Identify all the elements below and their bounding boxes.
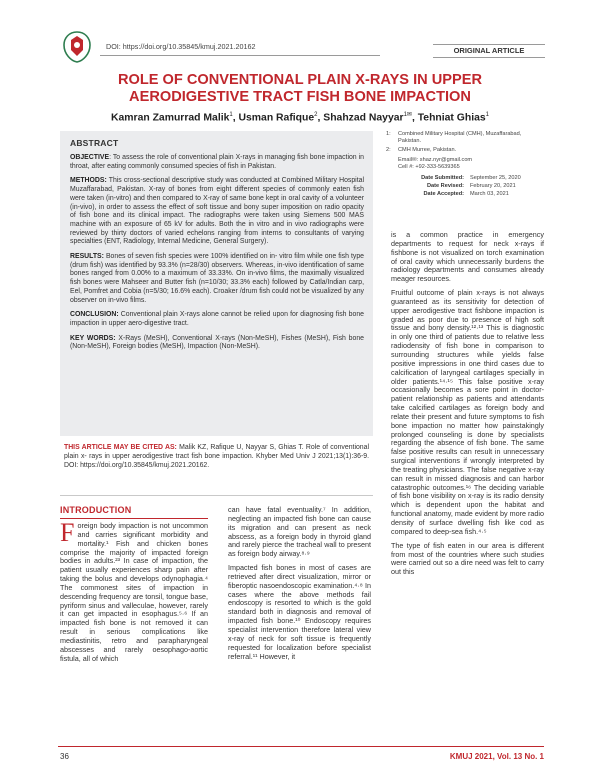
corresponding-email[interactable]: Email✉: shaz.nyr@gmail.com [398, 156, 473, 163]
author-name: Usman Rafique [238, 112, 315, 124]
keywords-text: X-Rays (MeSH), Conventional X-rays (Non-MeSH), Fishes (MeSH), Fish bone (Non-MeSH), Foreign bodies (MeSH), Impaction (Non-MeSH). [70, 334, 364, 351]
author-affiliation-mark: 1 [229, 112, 233, 118]
methods-text: This cross-sectional descriptive study was conducted at Combined Military Hospital Muzaffarabad, Pakistan. X-ray of bones from eight different species of commonly eaten fish were taken (in-vitro) and then compared to X-ray of same bone kept in oral cavity of a volunteer (in-vivo), in order to assess the effect of soft tissue and bony super imposition on radio opacity of fish bone and its clinical impact. The radiographs were taken using Siemens 500 MAS machine with an exposure of 65 kV for adults. Both the in vitro and in vivo radiographs were reviewed by thirty doctors of varied echelons ranging from interns to consultants of varying specialties (ENT, Radiology, Internal Medicine, General Surgery). [70, 177, 364, 246]
abstract-keywords [70, 335, 364, 352]
abstract-methods [70, 177, 364, 247]
footer-divider [58, 746, 544, 747]
affiliation-text: Combined Military Hospital (CMH), Muzaffarabad, Pakistan. [398, 131, 522, 145]
affiliation-number: 1: [386, 131, 391, 137]
body-column-1 [60, 518, 208, 669]
introduction-divider [60, 518, 208, 519]
author-name: Kamran Zamurrad Malik [111, 112, 230, 124]
date-label: Date Submitted: [421, 175, 464, 182]
article-title [60, 72, 540, 105]
affiliations-panel [386, 131, 544, 198]
corresponding-cell: Cell #: +92-333-5639365 [398, 163, 460, 170]
keywords-label: KEY WORDS: [70, 334, 116, 342]
introduction-heading: INTRODUCTION [60, 505, 132, 515]
author-affiliation-mark: 1✉ [403, 112, 412, 118]
author-name: Tehniat Ghias [417, 112, 486, 124]
header-divider [100, 55, 380, 56]
date-value: February 20, 2021 [470, 183, 516, 190]
date-label: Date Revised: [427, 183, 464, 190]
date-row [386, 190, 544, 198]
abstract-box [60, 131, 373, 436]
conclusion-label: CONCLUSION: [70, 311, 119, 319]
date-row [386, 182, 544, 190]
body-paragraph [60, 518, 208, 664]
date-value: September 25, 2020 [470, 175, 521, 182]
paragraph-text: oreign body impaction is not uncommon and carries significant morbidity and mortality.¹ Fish and chicken bones comprise the majority of impacted foreign bodies in adults.²³ In case of impaction, the patient usually experiences sharp pain after taking the bolus and develops odynophagia.⁴ The commonest sites of impaction in descending frequency are tonsil, tongue base, pyriform sinus and valleculae, however, rarely it can get impacted in esophagus.⁵·⁶ If an impacted fish bone is not removed it can result in serious complications like mediastinitis, retro and parapharyngeal abscesses and rarely oesophago-aortic fistula, all of which [60, 521, 208, 663]
body-paragraph: The type of fish eaten in our area is different from most of the countries where such studies were carried out so a dire need was felt to carry out this [391, 540, 544, 577]
title-line-1: ROLE OF CONVENTIONAL PLAIN X-RAYS IN UPPER [117, 72, 483, 88]
affiliation-number: 2: [386, 147, 391, 154]
affiliation-text: CMH Murree, Pakistan. [398, 147, 457, 154]
body-paragraph: is a common practice in emergency departments to request for neck x-rays if fishbone is not visualized on torch examination of oral cavity which unnecessarily burdens the radiology departments and consumes already meager resources. [391, 230, 544, 284]
citation-divider [60, 495, 373, 496]
title-line-2: AERODIGESTIVE TRACT FISH BONE IMPACTION [129, 88, 471, 105]
journal-logo-icon [62, 30, 92, 64]
article-type-label: ORIGINAL ARTICLE [433, 44, 545, 58]
date-label: Date Accepted: [423, 191, 464, 198]
citation-text: Malik KZ, Rafique U, Nayyar S, Ghias T. Role of conventional plain x- rays in upper aerodigestive tract fish bone impaction. Khyber Med Univ J 2021;13(1):36-9. DOI: https://doi.org/10.35845/kmuj.2021.20162. [64, 444, 369, 469]
citation-label: THIS ARTICLE MAY BE CITED AS: [64, 444, 177, 451]
body-paragraph: Impacted fish bones in most of cases are retrieved after direct visualization, mirror or fiberoptic nasoendoscopic examination.⁴·⁸ In cases where the above methods fail endoscopy is resorted to which is the gold standard both in diagnosis and removal of impacted fish bone.¹⁰ Endoscopy requires specialist intervention therefore lateral view x-ray of neck for soft tissue is frequently requested for localization before specialist referral.¹¹ However, it [228, 563, 371, 661]
methods-label: METHODS: [70, 177, 107, 185]
body-column-2 [228, 506, 371, 666]
author-affiliation-mark: 2 [314, 112, 318, 118]
doi-link[interactable]: DOI: https://doi.org/10.35845/kmuj.2021.20162 [106, 42, 256, 51]
author-name: Shahzad Nayyar [323, 112, 404, 124]
page-header [0, 0, 600, 66]
conclusion-text: Conventional plain X-rays alone cannot be relied upon for diagnosing fish bone impaction in upper aero-digestive tract. [70, 311, 364, 327]
journal-footer: KMUJ 2021, Vol. 13 No. 1 [449, 752, 544, 761]
date-row [386, 174, 544, 182]
abstract-results [70, 253, 364, 305]
abstract-heading: ABSTRACT [70, 138, 119, 148]
date-value: March 03, 2021 [470, 191, 509, 198]
results-text: Bones of seven fish species were 100% identified on in- vitro film while one fish type (drum fish) was identified by 93.3% (n=28/30) observers. Whereas, in-vivo identification of same bones ranged from 0.00% to a maximum of 33.33%. On in-vivo films, the maximally visualized fish bones were Mahseer and Butter fish (n=10/30; 33.3% each) followed by Catla/Indian carp, Eel, Pomfret and Cobia (n=5/30; 16.6% each). Croaker /drum fish could not be visualized by any observer on in-vivo films. [70, 253, 364, 304]
affiliation-item [386, 147, 544, 154]
abstract-objective [70, 154, 364, 171]
abstract-conclusion [70, 311, 364, 328]
dates-block [386, 174, 544, 198]
body-paragraph: Fruitful outcome of plain x-rays is not always guaranteed as its sensitivity for detection of upper aerodigestive tract fishbone impaction is graded as poor due to presence of high soft tissue and bony density.¹²·¹³ This is diagnostic in only one third of patients due to relative less radiodensity of fish bone in comparison to surrounding structures while yields false positive impressions in one third cases due to calcification of laryngeal cartilages specially in older patients.¹⁴·¹⁵ This false positive x-ray occasionally becomes a sore point in doctor-patient relationship as patients and attendants take calcified cartilages as foreign body and relate their present and future symptoms to fish bone impaction no matter how painstakingly prolonged counseling is done by specialists regarding the absence of fish bone. The same false positive results can result in unnecessary surgical interventions if wrongly interpreted by the treating physicians. The false negative x-ray can result in missed diagnosis and can harbor catastrophic outcomes.¹⁶ The deciding variable of fish bone visibility on x-ray is its radio density which is dependent upon the habitat and functional anatomy, made evident by more radio density of surface dwelling fish like cod as compared to deep-sea fish.⁴·⁵ [391, 288, 544, 536]
body-column-3 [391, 231, 544, 582]
objective-label: OBJECTIVE [70, 154, 110, 161]
page-number: 36 [60, 752, 69, 761]
author-list: Kamran Zamurrad Malik$^1$, Usman Rafique$^2$, Shahzad Nayyar$^{1✉}$, Tehniat Ghias$^1$ [111, 112, 489, 124]
author-affiliation-mark: 1 [485, 112, 489, 118]
citation-block [60, 444, 373, 471]
results-label: RESULTS: [70, 253, 104, 261]
drop-cap: F [60, 518, 75, 547]
body-paragraph: can have fatal eventuality.⁷ In addition, neglecting an impacted fish bone can cause its migration and can present as neck abscess, as a foreign body in thyroid gland and rarely pierce the tracheal wall to present as foreign body airway.⁸·⁹ [228, 505, 371, 559]
objective-text: : To assess the role of conventional plain X-rays in managing fish bone impaction in throat, after eating commonly consumed species of fish in Pakistan. [70, 154, 364, 170]
affiliation-item [386, 131, 544, 145]
